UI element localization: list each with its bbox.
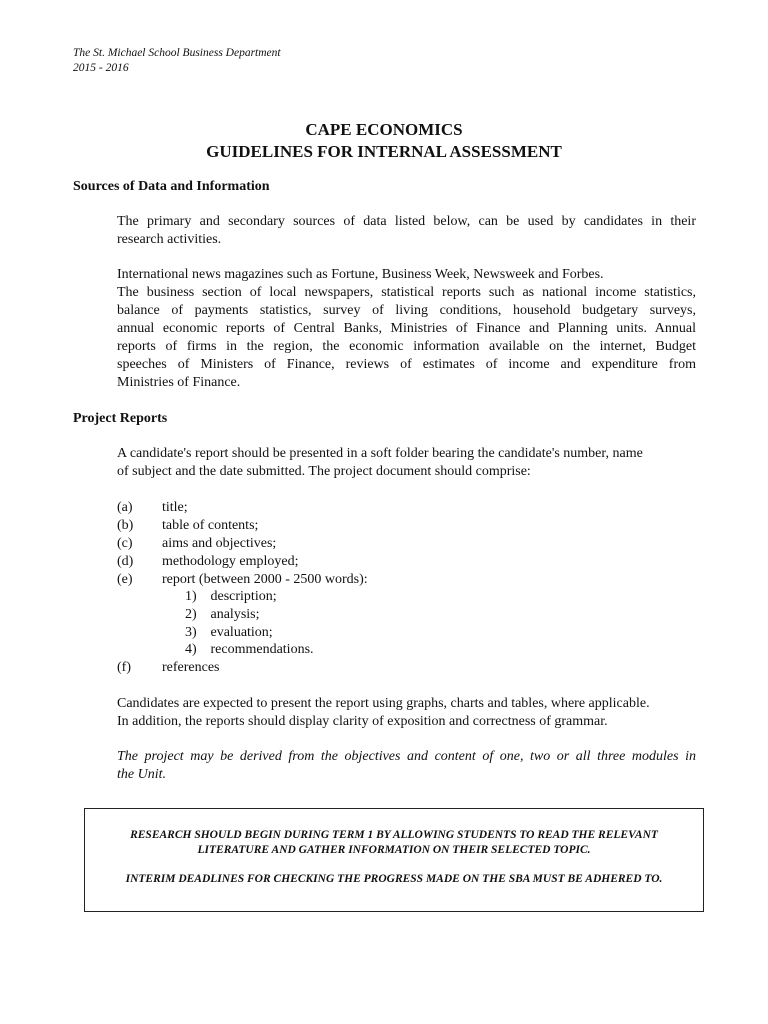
list-label: (d) (117, 554, 134, 569)
project-intro-paragraph (117, 445, 696, 481)
sources-detail-line: reports of firms in the region, the economic information available on the internet, Budget (117, 339, 696, 354)
notice-box (84, 808, 704, 912)
sources-intro-paragraph (117, 213, 696, 249)
project-intro-line: A candidate's report should be presented in a soft folder bearing the candidate's number, name (117, 446, 643, 461)
list-text: title; (162, 500, 188, 515)
sources-detail-line: The business section of local newspapers, statistical reports such as national income statistics, (117, 285, 696, 300)
expectations-paragraph (117, 695, 696, 731)
sub-item-analysis (185, 606, 260, 624)
list-text: report (between 2000 - 2500 words): (162, 572, 368, 587)
list-text: methodology employed; (162, 554, 299, 569)
list-item-e (117, 571, 617, 589)
magazines-line: International news magazines such as Fortune, Business Week, Newsweek and Forbes. (117, 267, 604, 282)
list-text: references (162, 660, 220, 675)
sub-item-description (185, 588, 277, 606)
derivation-line: The project may be derived from the objectives and content of one, two or all three modules in (117, 749, 696, 764)
title-line-1: CAPE ECONOMICS (305, 120, 463, 139)
derivation-paragraph (117, 748, 696, 784)
list-label: (c) (117, 536, 133, 551)
sub-item-number: 4) (185, 642, 197, 657)
sources-detail-line: balance of payments statistics, survey of living conditions, household budgetary surveys, (117, 303, 696, 318)
sources-detail-line: Ministries of Finance. (117, 375, 241, 390)
sources-heading: Sources of Data and Information (73, 179, 270, 194)
sub-item-text: recommendations. (210, 642, 314, 657)
sources-intro-line: The primary and secondary sources of data listed below, can be used by candidates in their (117, 214, 696, 229)
sources-detail-paragraph (117, 266, 696, 392)
sub-item-recommendations (185, 641, 314, 659)
list-item-b (117, 517, 617, 535)
title-line-2: GUIDELINES FOR INTERNAL ASSESSMENT (206, 142, 562, 161)
sub-item-text: description; (210, 589, 277, 604)
department-header (73, 46, 281, 76)
expectations-line: In addition, the reports should display clarity of exposition and correctness of grammar. (117, 714, 608, 729)
list-label: (b) (117, 518, 134, 533)
project-reports-heading: Project Reports (73, 411, 168, 426)
sources-detail-line: annual economic reports of Central Banks, Ministries of Finance and Planning units. Annual (117, 321, 696, 336)
list-label: (e) (117, 572, 133, 587)
sub-item-number: 1) (185, 589, 197, 604)
list-text: aims and objectives; (162, 536, 277, 551)
list-item-a (117, 499, 617, 517)
list-item-c (117, 535, 617, 553)
list-item-f (117, 659, 617, 677)
department-name: The St. Michael School Business Department (73, 47, 281, 59)
deadline-notice: INTERIM DEADLINES FOR CHECKING THE PROGRESS MADE ON THE SBA MUST BE ADHERED TO. (125, 873, 663, 885)
research-notice-line: RESEARCH SHOULD BEGIN DURING TERM 1 BY ALLOWING STUDENTS TO READ THE RELEVANT (130, 829, 658, 841)
expectations-line: Candidates are expected to present the report using graphs, charts and tables, where applicable. (117, 696, 650, 711)
list-label: (a) (117, 500, 133, 515)
project-intro-line: of subject and the date submitted. The project document should comprise: (117, 464, 531, 479)
list-item-d (117, 553, 617, 571)
research-notice (85, 828, 703, 858)
sources-detail-line: speeches of Ministers of Finance, reviews of estimates of income and expenditure from (117, 357, 696, 372)
sources-intro-line: research activities. (117, 232, 222, 247)
list-text: table of contents; (162, 518, 259, 533)
sub-item-evaluation (185, 624, 273, 642)
academic-year: 2015 - 2016 (73, 62, 129, 74)
document-title (0, 119, 768, 163)
list-label: (f) (117, 660, 131, 675)
sub-item-text: evaluation; (210, 625, 273, 640)
derivation-line: the Unit. (117, 767, 166, 782)
sub-item-number: 3) (185, 625, 197, 640)
research-notice-line: LITERATURE AND GATHER INFORMATION ON THEIR SELECTED TOPIC. (197, 844, 591, 856)
sub-item-number: 2) (185, 607, 197, 622)
sub-item-text: analysis; (210, 607, 260, 622)
